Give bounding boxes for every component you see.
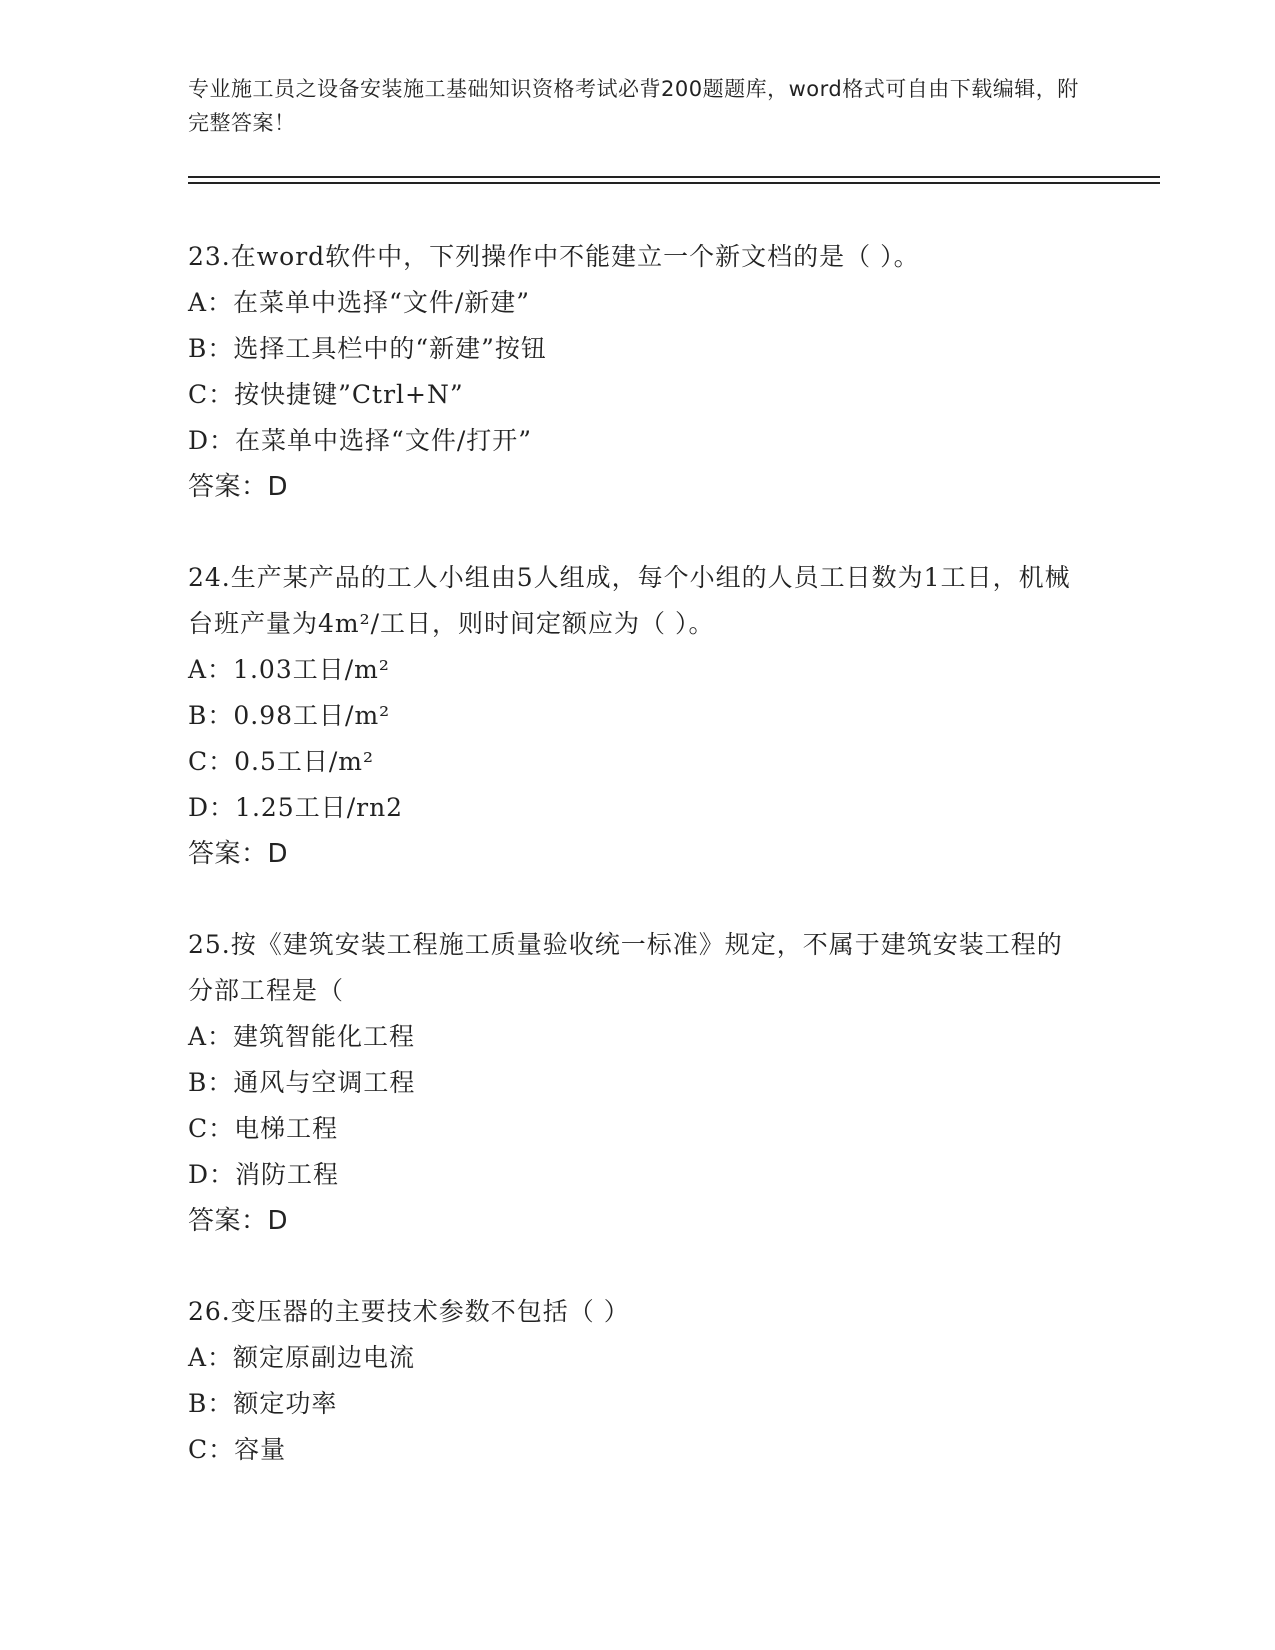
question-text: 25.按《建筑安装工程施工质量验收统一标准》规定，不属于建筑安装工程的分部工程是（ [188,930,1063,1005]
option-c: C：按快捷键”Ctrl+N” [188,380,464,409]
option-a: A：建筑智能化工程 [188,1022,416,1051]
option-d: D：消防工程 [188,1160,340,1189]
option-c: C：容量 [188,1435,287,1464]
option-b: B：额定功率 [188,1389,338,1418]
header-divider-top [188,176,1160,178]
option-a: A：1.03工日/m² [188,655,390,684]
option-a: A：额定原副边电流 [188,1343,416,1372]
option-b: B：通风与空调工程 [188,1068,416,1097]
option-a: A：在菜单中选择“文件/新建” [188,288,531,317]
option-d: D：在菜单中选择“文件/打开” [188,426,533,455]
question-text: 23.在word软件中，下列操作中不能建立一个新文档的是（ ）。 [188,242,920,271]
question-26 [188,1289,1088,1473]
document-header [188,72,1088,140]
answer: 答案：D [188,1206,289,1236]
question-25 [188,922,1088,1244]
question-list [188,234,1088,1518]
header-divider-bottom [188,182,1160,184]
option-b: B：选择工具栏中的“新建”按钮 [188,334,547,363]
answer: 答案：D [188,472,289,502]
question-text: 26.变压器的主要技术参数不包括（ ） [188,1297,630,1326]
answer: 答案：D [188,839,289,869]
option-b: B：0.98工日/m² [188,701,391,730]
option-d: D：1.25工日/rn2 [188,793,404,822]
option-c: C：0.5工日/m² [188,747,375,776]
header-title: 专业施工员之设备安装施工基础知识资格考试必背200题题库，word格式可自由下载编辑，附完整答案！ [188,77,1079,135]
question-text: 24.生产某产品的工人小组由5人组成，每个小组的人员工日数为1工日，机械台班产量为4m²/工日，则时间定额应为（ ）。 [188,563,1071,638]
question-23 [188,234,1088,510]
option-c: C：电梯工程 [188,1114,339,1143]
question-24 [188,555,1088,877]
